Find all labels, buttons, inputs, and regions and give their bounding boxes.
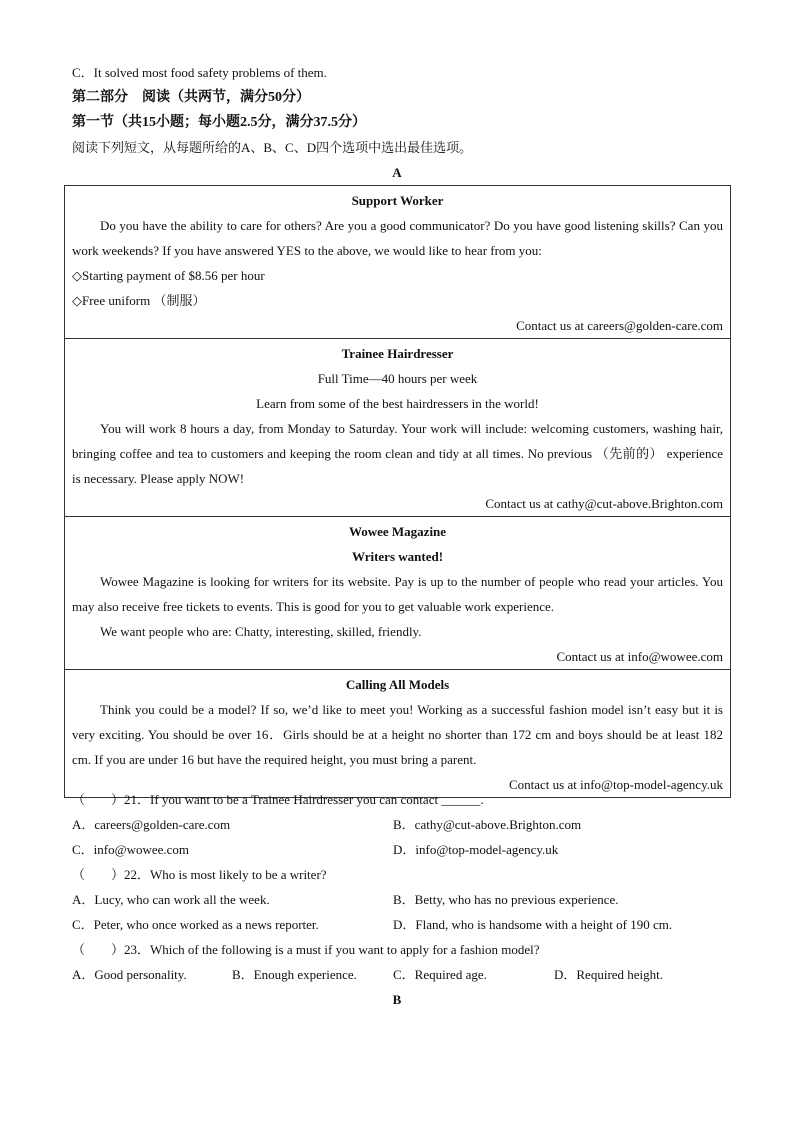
ad-body: We want people who are: Chatty, interesting, skilled, friendly. xyxy=(100,624,422,639)
passage-a-label: A xyxy=(392,165,402,180)
ad-calling-all-models xyxy=(65,670,730,797)
ad-subtitle: Writers wanted! xyxy=(351,549,444,564)
q21-option-a: A．careers@golden-care.com xyxy=(72,817,231,832)
ad-title: Trainee Hairdresser xyxy=(341,346,454,361)
ad-contact: Contact us at careers@golden-care.com xyxy=(516,318,723,333)
ad-body: Do you have the ability to care for others? Are you a good communicator? Do you have good listening skills? Can you work weekends? If you have answered YES to the above, we would like to hear from you: xyxy=(72,218,723,258)
q22-option-c: C．Peter, who once worked as a news reporter. xyxy=(72,917,319,932)
ad-bullet: ◇Starting payment of $8.56 per hour xyxy=(72,268,265,283)
q21-option-b: B．cathy@cut-above.Brighton.com xyxy=(393,817,582,832)
ad-contact: Contact us at cathy@cut-above.Brighton.com xyxy=(485,496,723,511)
ad-title: Support Worker xyxy=(351,193,444,208)
ad-bullet: ◇Free uniform （制服） xyxy=(72,293,206,308)
ad-body: Wowee Magazine is looking for writers for its website. Pay is up to the number of people who read your articles. You may also receive free tickets to events. This is good for you to get valuable work experience. xyxy=(72,574,723,614)
section-title: 第一节（共15小题；每小题2.5分，满分37.5分） xyxy=(72,115,366,130)
q21-option-d: D．info@top-model-agency.uk xyxy=(393,842,559,857)
passage-b-label: B xyxy=(392,992,402,1007)
q23-option-d: D．Required height. xyxy=(554,967,664,982)
q22-option-b: B．Betty, who has no previous experience. xyxy=(393,892,619,907)
q23-option-c: C．Required age. xyxy=(393,967,487,982)
question-21: （ ）21．If you want to be a Trainee Hairdresser you can contact ______. xyxy=(72,792,484,807)
question-22: （ ）22．Who is most likely to be a writer? xyxy=(72,867,327,882)
ad-support-worker xyxy=(65,186,730,339)
ad-title: Wowee Magazine xyxy=(348,524,447,539)
ad-trainee-hairdresser xyxy=(65,339,730,517)
ad-title: Calling All Models xyxy=(345,677,450,692)
ad-subline: Full Time—40 hours per week xyxy=(317,371,478,386)
ad-contact: Contact us at info@top-model-agency.uk xyxy=(508,777,723,792)
q22-option-d: D．Fland, who is handsome with a height of 190 cm. xyxy=(393,917,673,932)
ads-table xyxy=(64,185,731,798)
instruction: 阅读下列短文，从每题所给的A、B、C、D四个选项中选出最佳选项。 xyxy=(72,140,473,155)
ad-contact: Contact us at info@wowee.com xyxy=(556,649,723,664)
previous-option-c: C．It solved most food safety problems of them. xyxy=(72,65,327,80)
q23-option-a: A．Good personality. xyxy=(72,967,187,982)
q21-option-c: C．info@wowee.com xyxy=(72,842,190,857)
ad-body: Think you could be a model? If so, we’d like to meet you! Working as a successful fashion model isn’t easy but it is very exciting. You should be over 16．Girls should be at a height no shorter than 172 cm and boys should be at least 182 cm. If you are under 16 but have the required height, you must bring a parent. xyxy=(72,702,723,767)
q22-option-a: A．Lucy, who can work all the week. xyxy=(72,892,270,907)
ad-wowee-magazine xyxy=(65,517,730,670)
question-23: （ ）23．Which of the following is a must if you want to apply for a fashion model? xyxy=(72,942,540,957)
ad-body: You will work 8 hours a day, from Monday to Saturday. Your work will include: welcoming customers, washing hair, bringing coffee and tea to customers and keeping the room clean and tidy at all times. No previous （先前的） experience is necessary. Please apply NOW! xyxy=(72,421,723,486)
ad-subline: Learn from some of the best hairdressers in the world! xyxy=(256,396,539,411)
part-title: 第二部分 阅读（共两节，满分50分） xyxy=(72,90,310,105)
q23-option-b: B．Enough experience. xyxy=(232,967,357,982)
